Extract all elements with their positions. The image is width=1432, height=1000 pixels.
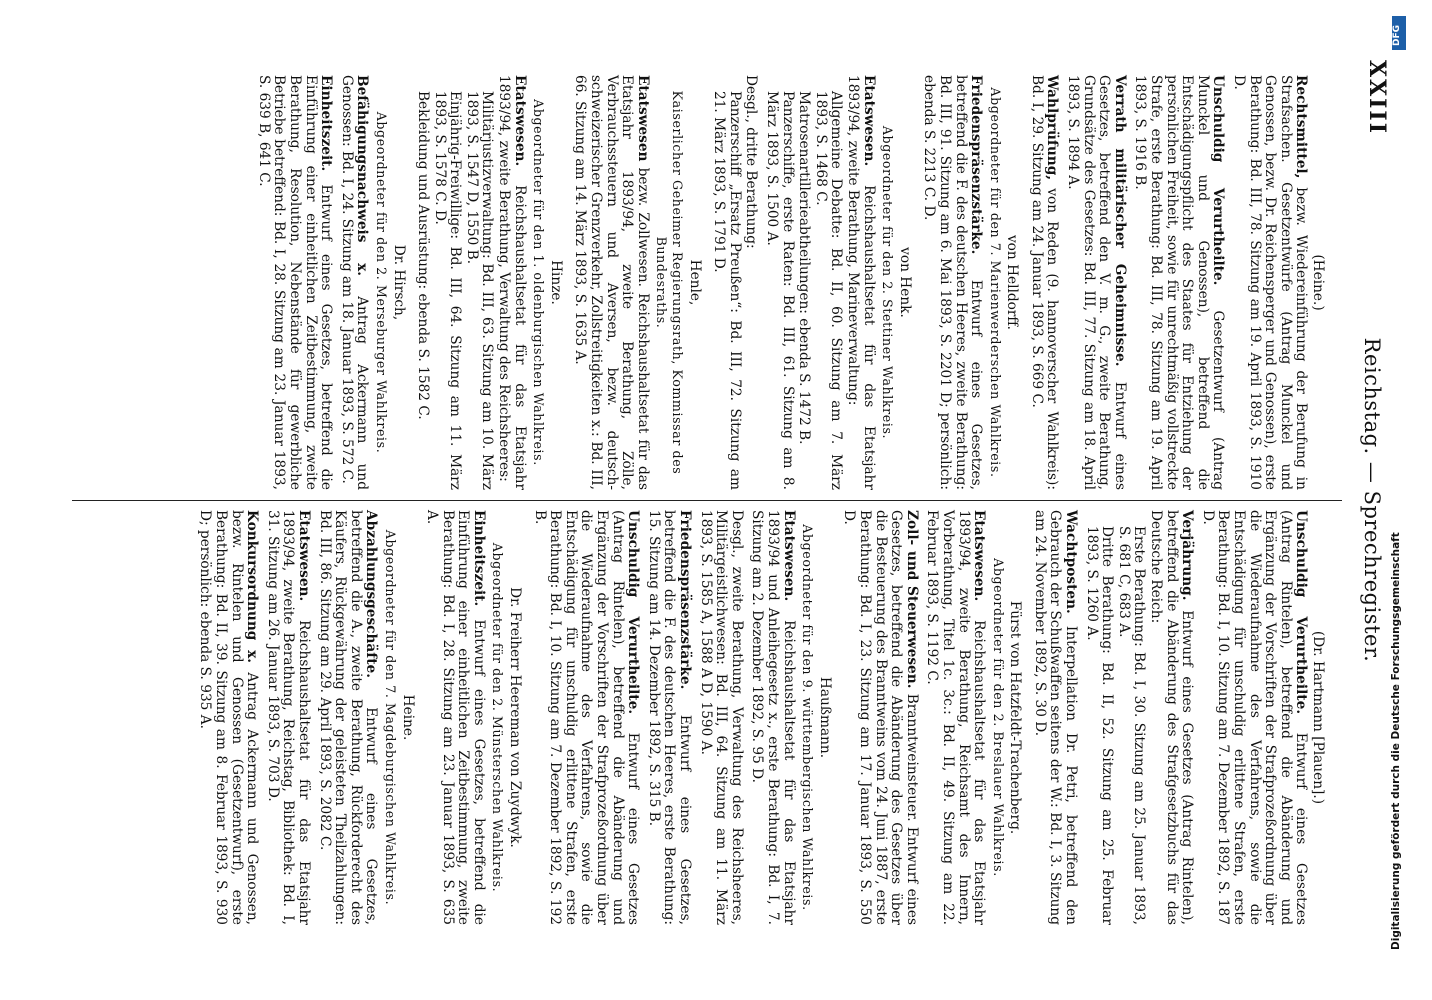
entry-keyword: Etatswesen. <box>295 510 312 602</box>
sub-entry: Panzerschiff „Ersatz Preußen“: Bd. III, 72. Sitzung am 21. März 1893, S. 1791 D. <box>711 91 743 490</box>
entry-keyword: Befähigungsnachweis x. <box>354 75 371 276</box>
entry-text: Reichshaushaltsetat für das Etatsjahr 1893/94, zweite Berathung, Verwaltung des Reichsheeres: <box>496 75 528 490</box>
entry-text: Branntweinsteuer. Entwurf eines Gesetzes, betreffend die Abänderung des Gesetzes über die Besteuerung des Branntweins vom 24. Juni 1887, erste Berathung: Bd. I, 23. Sitzung am 17. Januar 1893, S. 550 D. <box>841 510 920 925</box>
entry-text: Interpellation Dr. Petri, betreffend den Gebrauch der Schußwaffen seitens der W.: Bd. I, 3. Sitzung am 24. November 1892, S. 30 D. <box>1031 510 1080 925</box>
right-column <box>250 75 1334 490</box>
entry-text: Entwurf eines Gesetzes, betreffend die A., zweite Berathung, Rückforderecht des Käufers, Rückgewährung der geleisteten Theilzahlungen: Bd. III, 86. Sitzung am 29. April 1893, S. 2082 C. <box>316 510 380 925</box>
speaker-name: Haußmann. <box>816 676 833 759</box>
entry-text: Reichshaushaltsetat für das Etatsjahr 1893/94, zweite Berathung, Reichstag, Bibliothek: Bd. I, 31. Sitzung am 26. Januar 1893, S. 703 D. <box>264 510 312 925</box>
entry-text: Reichshaushaltsetat für das Etatsjahr 1893/94, zweite Berathung, Reichsamt des Innern, Vorberathung, Titel 1c. 3c.: Bd. II, 49. Sitzung am 22. Februar 1893, S. 1192 C. <box>924 510 988 925</box>
entry-text: Antrag Ackermann und Genossen, bezw. Rintelen und Genossen (Gesetzentwurf), erste Berathung: Bd. II, 39. Sitzung am 8. Februar 1893, S. 930 D; persönlich: ebenda S. 935 A. <box>197 510 261 925</box>
register-entry <box>1132 75 1226 490</box>
entry-keyword: Unschuldig Verurtheilte. <box>1210 75 1227 286</box>
entry-text: Entwurf eines Gesetzes (Antrag Rintelen), betreffend die Abänderung des Strafgesetzbuchs für das Deutsche Reich: <box>1148 510 1196 925</box>
sub-entry: Bekleidung und Ausrüstung: ebenda S. 1582 C. <box>415 91 432 420</box>
speaker-name: (Dr. Hartmann [Plauen].) <box>1310 630 1326 805</box>
entry-text: Entwurf eines Gesetzes, betreffend die F. des deutschen Heeres, zweite Berathung: Bd. III, 91. Sitzung am 6. Mai 1893, S. 2201 D; persönlich: ebenda S. 2213 C. D. <box>921 75 985 490</box>
entry-text: Entwurf eines Gesetzes, betreffend den V. m. G., zweite Berathung, Grundsätze des Gesetzes: Bd. III, 77. Sitzung am 18. April 1893, S. 1894 A. <box>1065 75 1128 490</box>
speaker-name: (Heine.) <box>1310 254 1326 311</box>
register-entry <box>645 510 692 925</box>
register-entry <box>1065 75 1127 490</box>
register-entry <box>1230 75 1308 490</box>
sub-entry: Militärjustizverwaltung: Bd. III, 63. Sitzung am 10. März 1893, S. 1547 D, 1550 B. <box>463 91 496 490</box>
page-number: XXIII <box>1364 60 1390 136</box>
entry-keyword: Etatswesen. <box>780 510 797 602</box>
entry-keyword: Wahlprüfung, <box>1044 75 1061 181</box>
speaker-constituency: Abgeordneter für den 2. Breslauer Wahlkreis. <box>990 558 1006 877</box>
register-entry <box>749 510 796 925</box>
register-entry <box>921 75 983 490</box>
register-entry <box>264 510 311 925</box>
entry-text: Antrag Ackermann und Genossen: Bd. I, 24. Sitzung am 18. Januar 1893, S. 572 C. <box>338 75 371 490</box>
register-entry <box>531 510 640 925</box>
speaker-name: von Henk. <box>896 247 913 318</box>
entry-keyword: Unschuldig Verurtheilte. <box>625 510 642 715</box>
speaker-constituency: Abgeordneter für den 9. württembergischen Wahlkreis. <box>800 524 816 911</box>
speaker-constituency: Abgeordneter für den 7. Marienwerderschen Wahlkreis. <box>987 87 1003 478</box>
speaker-constituency: Abgeordneter für den 2. Merseburger Wahlkreis. <box>373 111 389 454</box>
entry-text: Desgl., zweite Berathung, Verwaltung des Reichsheeres, Militärgeistlichwesen: Bd. III, 64. Sitzung am 11. März 1893, S. 1585 A, 1588 A D, 1590 A. <box>697 510 745 925</box>
sub-entry: Allgemeine Debatte: Bd. II, 60. Sitzung am 7. März 1893, S. 1468 C. <box>812 91 845 490</box>
register-entry <box>924 510 986 925</box>
entry-keyword: Etatswesen. <box>511 75 528 167</box>
register-entry <box>496 75 527 490</box>
sub-entry: Panzerschiffe, erste Raten: Bd. III, 61. Sitzung am 8. März 1893, S. 1500 A. <box>764 91 796 490</box>
register-entry <box>424 510 486 925</box>
speaker-name: Dr. Freiherr Heereman von Zuydwyk. <box>507 587 524 848</box>
column-divider <box>72 500 1342 501</box>
sub-entry: Matrosenartillerieabtheilungen: ebenda S. 1472 B. <box>796 91 813 445</box>
entry-keyword: Unschuldig Verurtheilte. <box>1293 510 1310 715</box>
speaker-name: Dr. Hirsch, <box>390 244 407 321</box>
entry-keyword: Rechtsmittel, <box>1293 75 1310 179</box>
entry-keyword: Konkursordnung x. <box>244 510 261 664</box>
page-title: Reichstag. — Sprechregister. <box>1360 337 1384 663</box>
register-entry <box>841 510 919 925</box>
speaker-name: Henle, <box>686 259 703 306</box>
register-entry <box>743 75 759 490</box>
entry-keyword: Verjährung. <box>1179 510 1196 601</box>
entry-text: Entwurf eines Gesetzes (Antrag Rintelen), betreffend die Abänderung und Ergänzung der Vorschriften der Strafprozeßordnung über die Wiederaufnahme des Verfahrens, sowie die Entschädigung für unschuldig erlittene Strafen, erste Berathung: Bd. I, 10. Sitzung am 7. Dezember 1892, S. 187 D. <box>1199 510 1310 925</box>
entry-text: Gesetzentwurf (Antrag Munckel und Genossen), betreffend die Entschädigungspflicht des Staates für Entziehung der persönlichen Freiheit, sowie für unrechtmäßig vollstreckte Strafe, erste Berathung: Bd. III, 78. Sitzung am 19. April 1893, S. 1916 B. <box>1132 75 1227 490</box>
speaker-constituency: Abgeordneter für den 1. oldenburgischen Wahlkreis. <box>531 99 547 466</box>
entry-keyword: Einheitszeit. <box>470 510 487 607</box>
sub-entry: Dritte Berathung: Bd. II, 52. Sitzung am 25. Februar 1893, S. 1260 A. <box>1083 526 1116 925</box>
register-entry <box>1028 75 1059 490</box>
speaker-name: Heine. <box>399 694 416 741</box>
speaker-constituency: Abgeordneter für den 2. Münsterschen Wahlkreis. <box>490 542 506 893</box>
entry-keyword: Etatswesen. <box>860 75 877 167</box>
entry-text: von Reden (9. hannoverscher Wahlkreis): Bd. I, 29. Sitzung am 24. Januar 1893, S. 669 C. <box>1028 75 1061 490</box>
entry-text: Entwurf eines Gesetzes (Antrag Rintelen), betreffend die Abänderung und Ergänzung der Vorschriften der Strafprozeßordnung über die Wiederaufnahme des Verfahrens, sowie die Entschädigung für unschuldig erlittene Strafen, erste Berathung: Bd. I, 10. Sitzung am 7. Dezember 1892, S. 192 B. <box>531 510 642 925</box>
register-entry <box>338 75 369 490</box>
left-column <box>192 510 1334 925</box>
entry-keyword: Friedenspräsenzstärke. <box>677 510 694 690</box>
entry-text: Entwurf eines Gesetzes, betreffend die Einführung einer einheitlichen Zeitbestimmung, zweite Berathung, Resolution, Nebenstände für gewerbliche Betriebe betreffend: Bd. I, 28. Sitzung am 23. Januar 1893, S. 639 B, 641 C. <box>255 75 335 490</box>
entry-text: Reichshaushaltsetat für das Etatsjahr 1893/94, zweite Berathung, Marineverwaltung: <box>844 75 877 490</box>
sub-entry: Erste Berathung: Bd. I, 30. Sitzung am 25. Januar 1893, S. 681 C, 683 A. <box>1115 526 1148 925</box>
register-entry <box>844 75 875 490</box>
register-entry <box>255 75 333 490</box>
entry-text: Entwurf eines Gesetzes, betreffend die F. des deutschen Heeres, erste Berathung: 15. Sitzung am 14. Dezember 1892, S. 315 B. <box>645 510 694 925</box>
register-entry <box>197 510 259 925</box>
speaker-constituency: Abgeordneter für den 2. Stettiner Wahlkreis. <box>880 125 896 440</box>
entry-keyword: Wachtposten. <box>1063 510 1080 614</box>
register-entry <box>1147 510 1194 925</box>
sub-entry: Einjährig-Freiwillige: Bd. III, 64. Sitzung am 11. März 1893, S. 1578 C. D. <box>431 91 464 490</box>
digitization-credit <box>1390 10 1430 990</box>
entry-keyword: Etatswesen. <box>971 510 988 602</box>
speaker-name: Hinze. <box>547 260 564 305</box>
entry-keyword: Abzahlungsgeschäfte. <box>363 510 380 678</box>
register-entry <box>1199 510 1308 925</box>
speaker-constituency: Kaiserlicher Geheimer Regierungsrath, Kommissar des Bundesraths. <box>654 90 686 475</box>
entry-keyword: Verrath militärischer Geheimnisse. <box>1111 75 1128 367</box>
speaker-name: Fürst von Hatzfeldt-Trachenberg. <box>1007 600 1024 835</box>
register-entry <box>572 75 650 490</box>
entry-text: Entwurf eines Gesetzes, betreffend die Einführung einer einheitlichen Zeitbestimmung, zweite Berathung: Bd. I, 28. Sitzung am 23. Januar 1893, S. 635 A. <box>424 510 487 925</box>
entry-keyword: Friedenspräsenzstärke. <box>968 75 985 255</box>
entry-keyword: Einheitszeit. <box>318 75 335 172</box>
entry-text: Reichshaushaltsetat für das Etatsjahr 1893/94 und Anleihegesetz x., erste Berathung: Bd. I, 7. Sitzung am 2. Dezember 1892, S. 95 D. <box>749 510 797 925</box>
register-entry <box>316 510 378 925</box>
speaker-name: von Helldorff. <box>1004 234 1021 331</box>
speaker-constituency: Abgeordneter für den 7. Magdeburgischen Wahlkreis. <box>382 529 398 906</box>
entry-keyword: Etatswesen <box>634 75 651 162</box>
entry-text: Desgl., dritte Berathung: <box>743 75 760 249</box>
entry-text: bezw. Wiedereinführung der Berufung in Strafsachen. Gesetzentwürfe (Antrag Munckel und Genossen, bezw. Dr. Reichensperger und Genossen), erste Berathung: Bd. III, 78. Sitzung am 19. April 1893, S. 1910 D. <box>1231 75 1310 490</box>
credit-text: Digitalisierung gefördert durch die Deutsche Forschungsgemeinschaft <box>1390 532 1402 950</box>
register-entry <box>697 510 744 925</box>
entry-keyword: Zoll- und Steuerwesen. <box>903 510 920 689</box>
dfg-logo: DFG <box>1392 16 1406 50</box>
entry-text: bezw. Zollwesen. Reichshaushaltsetat für das Etatsjahr 1893/94, zweite Berathung, Zölle, Verbrauchssteuern und Aversen, bezw. deutsch-schweizerischer Grenzverkehr, Zollstreitigkeiten x.: Bd. III, 66. Sitzung am 14. März 1893, S. 1635 A. <box>572 75 651 490</box>
register-entry <box>1031 510 1078 925</box>
